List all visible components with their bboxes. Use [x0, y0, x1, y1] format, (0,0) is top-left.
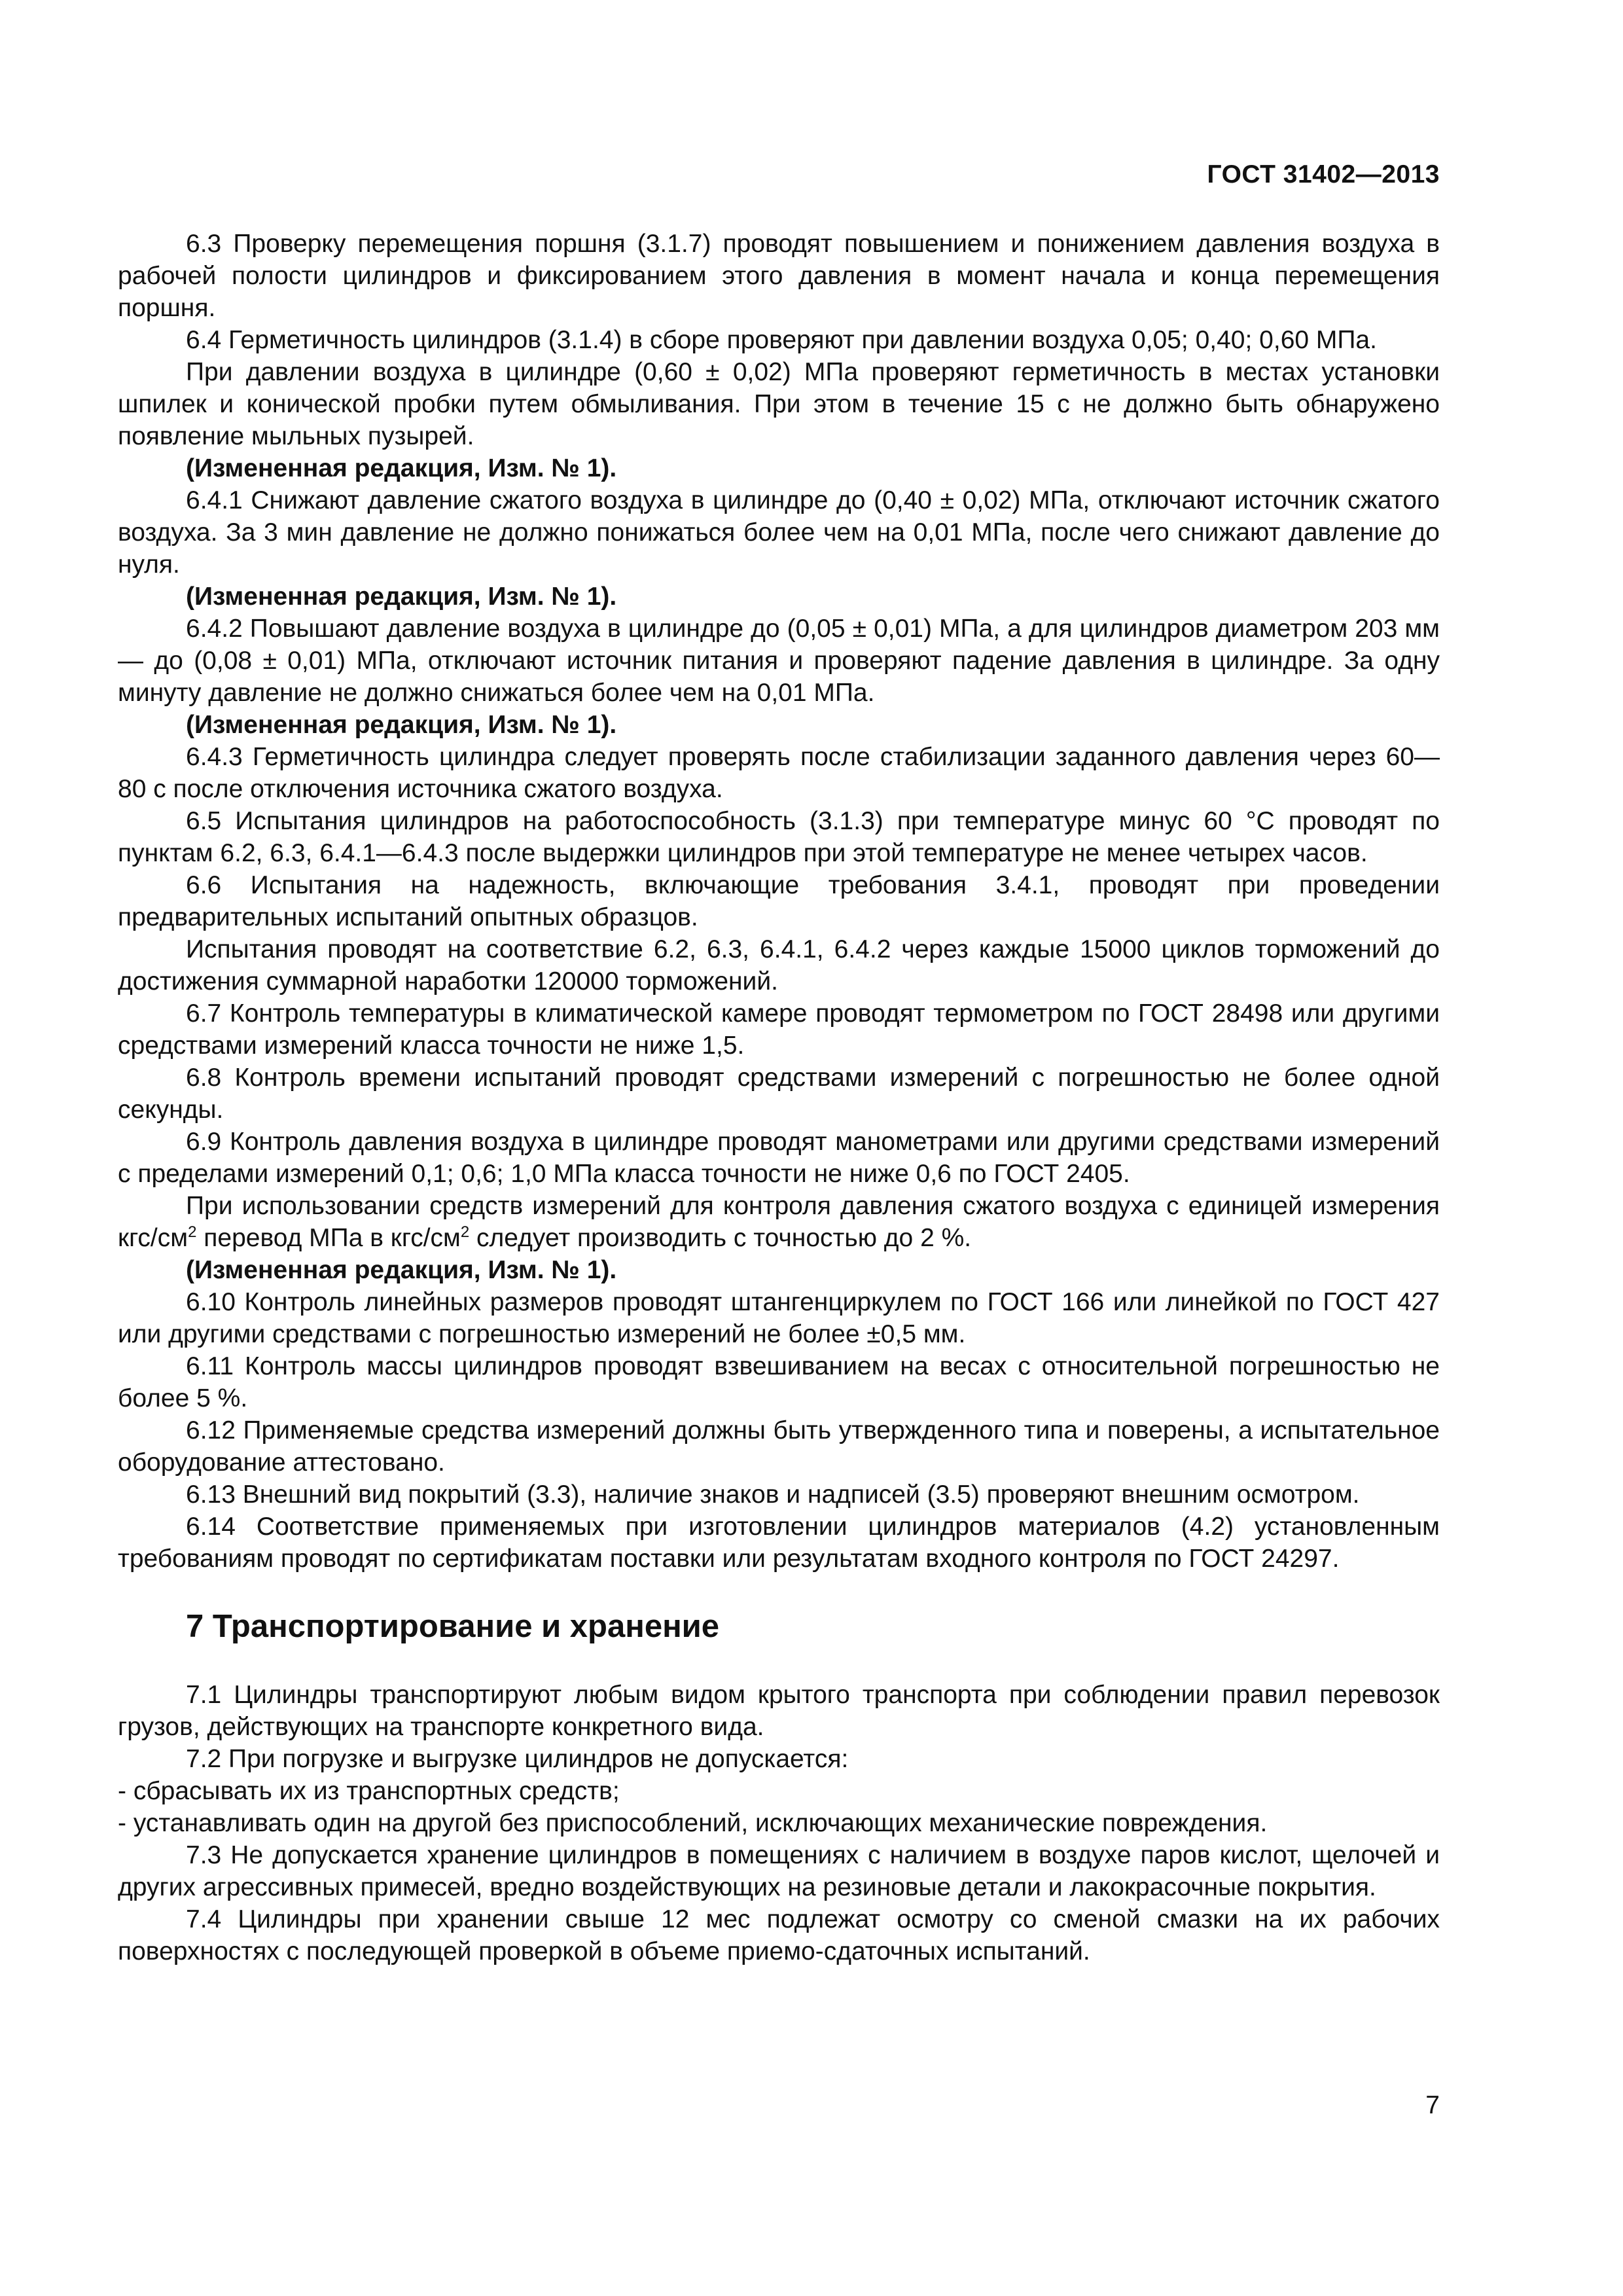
paragraph: 6.4.2 Повышают давление воздуха в цилиндре до (0,05 ± 0,01) МПа, а для цилиндров диаметром 203 мм — до (0,08 ± 0,01) МПа, отключают источник питания и проверяют падение давления в цилиндре. За одну минуту давление не должно снижаться более чем на 0,01 МПа.: [118, 615, 1440, 707]
paragraph: 7.1 Цилиндры транспортируют любым видом крытого транспорта при соблюдении правил перевозок грузов, действующих на транспорте конкретного вида.: [118, 1681, 1440, 1741]
paragraph: 6.12 Применяемые средства измерений должны быть утвержденного типа и поверены, а испытательное оборудование аттестовано.: [118, 1416, 1440, 1477]
paragraph: 6.8 Контроль времени испытаний проводят средствами измерений с погрешностью не более одной секунды.: [118, 1064, 1440, 1124]
list-item: - устанавливать один на другой без приспособлений, исключающих механические повреждения.: [118, 1809, 1268, 1837]
document-body: [118, 228, 1440, 1967]
text-fragment: При использовании средств измерений для контроля давления сжатого воздуха с единицей измерения кгс/см: [118, 1192, 1440, 1252]
text-fragment: перевод МПа в кгс/см: [196, 1224, 461, 1252]
superscript: 2: [188, 1223, 197, 1241]
paragraph: 7.2 При погрузке и выгрузке цилиндров не допускается:: [186, 1745, 849, 1773]
paragraph: 7.3 Не допускается хранение цилиндров в помещениях с наличием в воздухе паров кислот, щелочей и других агрессивных примесей, вредно воздействующих на резиновые детали и лакокрасочные покрытия.: [118, 1841, 1440, 1901]
paragraph: 6.4.1 Снижают давление сжатого воздуха в цилиндре до (0,40 ± 0,02) МПа, отключают источник сжатого воздуха. За 3 мин давление не должно понижаться более чем на 0,01 МПа, после чего снижают давление до нуля.: [118, 486, 1440, 579]
amendment-note: (Измененная редакция, Изм. № 1).: [186, 711, 617, 739]
text-fragment: следует производить с точностью до 2 %.: [469, 1224, 972, 1252]
document-code-header: ГОСТ 31402—2013: [1207, 160, 1440, 188]
section-7-body: [118, 1679, 1440, 1967]
paragraph: Испытания проводят на соответствие 6.2, 6.3, 6.4.1, 6.4.2 через каждые 15000 циклов торможений до достижения суммарной наработки 120000 торможений.: [118, 935, 1440, 996]
superscript: 2: [460, 1223, 470, 1241]
paragraph-6-9-units: [118, 1190, 1440, 1254]
paragraph: 6.10 Контроль линейных размеров проводят штангенциркулем по ГОСТ 166 или линейкой по ГОСТ 427 или другими средствами с погрешностью измерений не более ±0,5 мм.: [118, 1288, 1440, 1348]
paragraph: 6.6 Испытания на надежность, включающие требования 3.4.1, проводят при проведении предварительных испытаний опытных образцов.: [118, 871, 1440, 931]
paragraph: 6.7 Контроль температуры в климатической камере проводят термометром по ГОСТ 28498 или другими средствами измерений класса точности не ниже 1,5.: [118, 999, 1440, 1060]
paragraph: 6.13 Внешний вид покрытий (3.3), наличие знаков и надписей (3.5) проверяют внешним осмотром.: [186, 1480, 1360, 1509]
paragraph: 6.5 Испытания цилиндров на работоспособность (3.1.3) при температуре минус 60 °С проводят по пунктам 6.2, 6.3, 6.4.1—6.4.3 после выдержки цилиндров при этой температуре не менее четырех часов.: [118, 807, 1440, 867]
page-number: 7: [1425, 2091, 1440, 2119]
paragraph: 7.4 Цилиндры при хранении свыше 12 мес подлежат осмотру со сменой смазки на их рабочих поверхностях с последующей проверкой в объеме приемо-сдаточных испытаний.: [118, 1905, 1440, 1965]
paragraph: 6.3 Проверку перемещения поршня (3.1.7) проводят повышением и понижением давления воздуха в рабочей полости цилиндров и фиксированием этого давления в момент начала и конца перемещения поршня.: [118, 230, 1440, 322]
paragraph: 6.14 Соответствие применяемых при изготовлении цилиндров материалов (4.2) установленным требованиям проводят по сертификатам поставки или результатам входного контроля по ГОСТ 24297.: [118, 1513, 1440, 1573]
section-6-end: [118, 1254, 1440, 1575]
section-7-title: 7 Транспортирование и хранение: [186, 1609, 720, 1644]
amendment-note: (Измененная редакция, Изм. № 1).: [186, 1256, 617, 1284]
section-6-continued: [118, 228, 1440, 1190]
paragraph: 6.4.3 Герметичность цилиндра следует проверять после стабилизации заданного давления через 60—80 с после отключения источника сжатого воздуха.: [118, 743, 1440, 803]
amendment-note: (Измененная редакция, Изм. № 1).: [186, 454, 617, 482]
paragraph: 6.4 Герметичность цилиндров (3.1.4) в сборе проверяют при давлении воздуха 0,05; 0,40; 0,60 МПа.: [186, 326, 1377, 354]
paragraph: При давлении воздуха в цилиндре (0,60 ± 0,02) МПа проверяют герметичность в местах установки шпилек и конической пробки путем обмыливания. При этом в течение 15 с не должно быть обнаружено появление мыльных пузырей.: [118, 358, 1440, 450]
amendment-note: (Измененная редакция, Изм. № 1).: [186, 583, 617, 611]
list-item: - сбрасывать их из транспортных средств;: [118, 1777, 620, 1805]
paragraph: 6.11 Контроль массы цилиндров проводят взвешиванием на весах с относительной погрешностью не более 5 %.: [118, 1352, 1440, 1412]
paragraph: 6.9 Контроль давления воздуха в цилиндре проводят манометрами или другими средствами измерений с пределами измерений 0,1; 0,6; 1,0 МПа класса точности не ниже 0,6 по ГОСТ 2405.: [118, 1128, 1440, 1188]
